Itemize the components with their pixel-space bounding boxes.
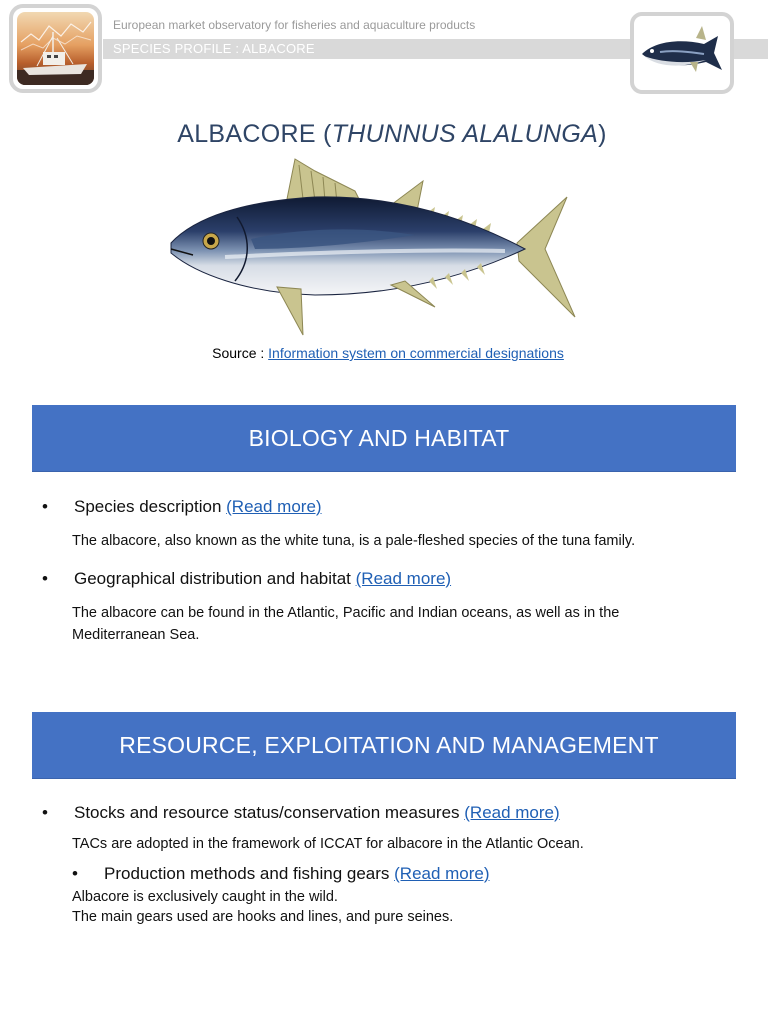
bullet: • [42,497,48,516]
fishing-vessel-image [17,12,94,85]
image-source [0,345,768,361]
production-methods-text-line2: The main gears used are hooks and lines, and pure seines. [72,909,454,925]
distribution-habitat-text: The albacore can be found in the Atlantic, Pacific and Indian oceans, as well as in the Mediterranean Sea. [72,605,620,643]
title-close: ) [598,120,607,148]
common-name: ALBACORE ( [177,120,332,148]
species-description-label: Species description [74,497,227,516]
source-link[interactable]: Information system on commercial designations [268,345,564,361]
page-title [0,120,768,149]
bullet: • [42,569,48,588]
distribution-habitat-label: Geographical distribution and habitat [74,569,356,588]
production-methods-item [72,864,490,884]
species-description-text: The albacore, also known as the white tuna, is a pale-fleshed species of the tuna family. [72,533,636,549]
stocks-status-label: Stocks and resource status/conservation measures [74,803,465,822]
production-methods-label: Production methods and fishing gears [104,864,395,883]
stocks-status-text: TACs are adopted in the framework of ICCAT for albacore in the Atlantic Ocean. [72,836,584,852]
scientific-name: THUNNUS ALALUNGA [331,120,599,148]
bullet: • [72,864,78,883]
biology-habitat-heading: BIOLOGY AND HABITAT [32,405,736,472]
species-description-item [42,497,322,517]
species-profile-label: SPECIES PROFILE : ALBACORE [113,41,315,56]
source-label: Source : [212,345,269,361]
species-description-read-more-link[interactable]: (Read more) [226,497,322,516]
header-subtitle: European market observatory for fisheries and aquaculture products [113,18,476,32]
production-methods-read-more-link[interactable]: (Read more) [394,864,490,883]
distribution-habitat-read-more-link[interactable]: (Read more) [355,569,452,588]
production-methods-text [72,887,712,927]
stocks-status-read-more-link[interactable]: (Read more) [464,803,560,822]
distribution-habitat-item [42,569,452,589]
tuna-thumbnail [630,12,734,94]
observatory-logo [9,4,102,93]
resource-management-heading: RESOURCE, EXPLOITATION AND MANAGEMENT [32,712,736,779]
bullet: • [42,803,48,822]
albacore-illustration [165,157,585,337]
stocks-status-item [42,803,560,823]
production-methods-text-line1: Albacore is exclusively caught in the wild. [72,889,338,905]
